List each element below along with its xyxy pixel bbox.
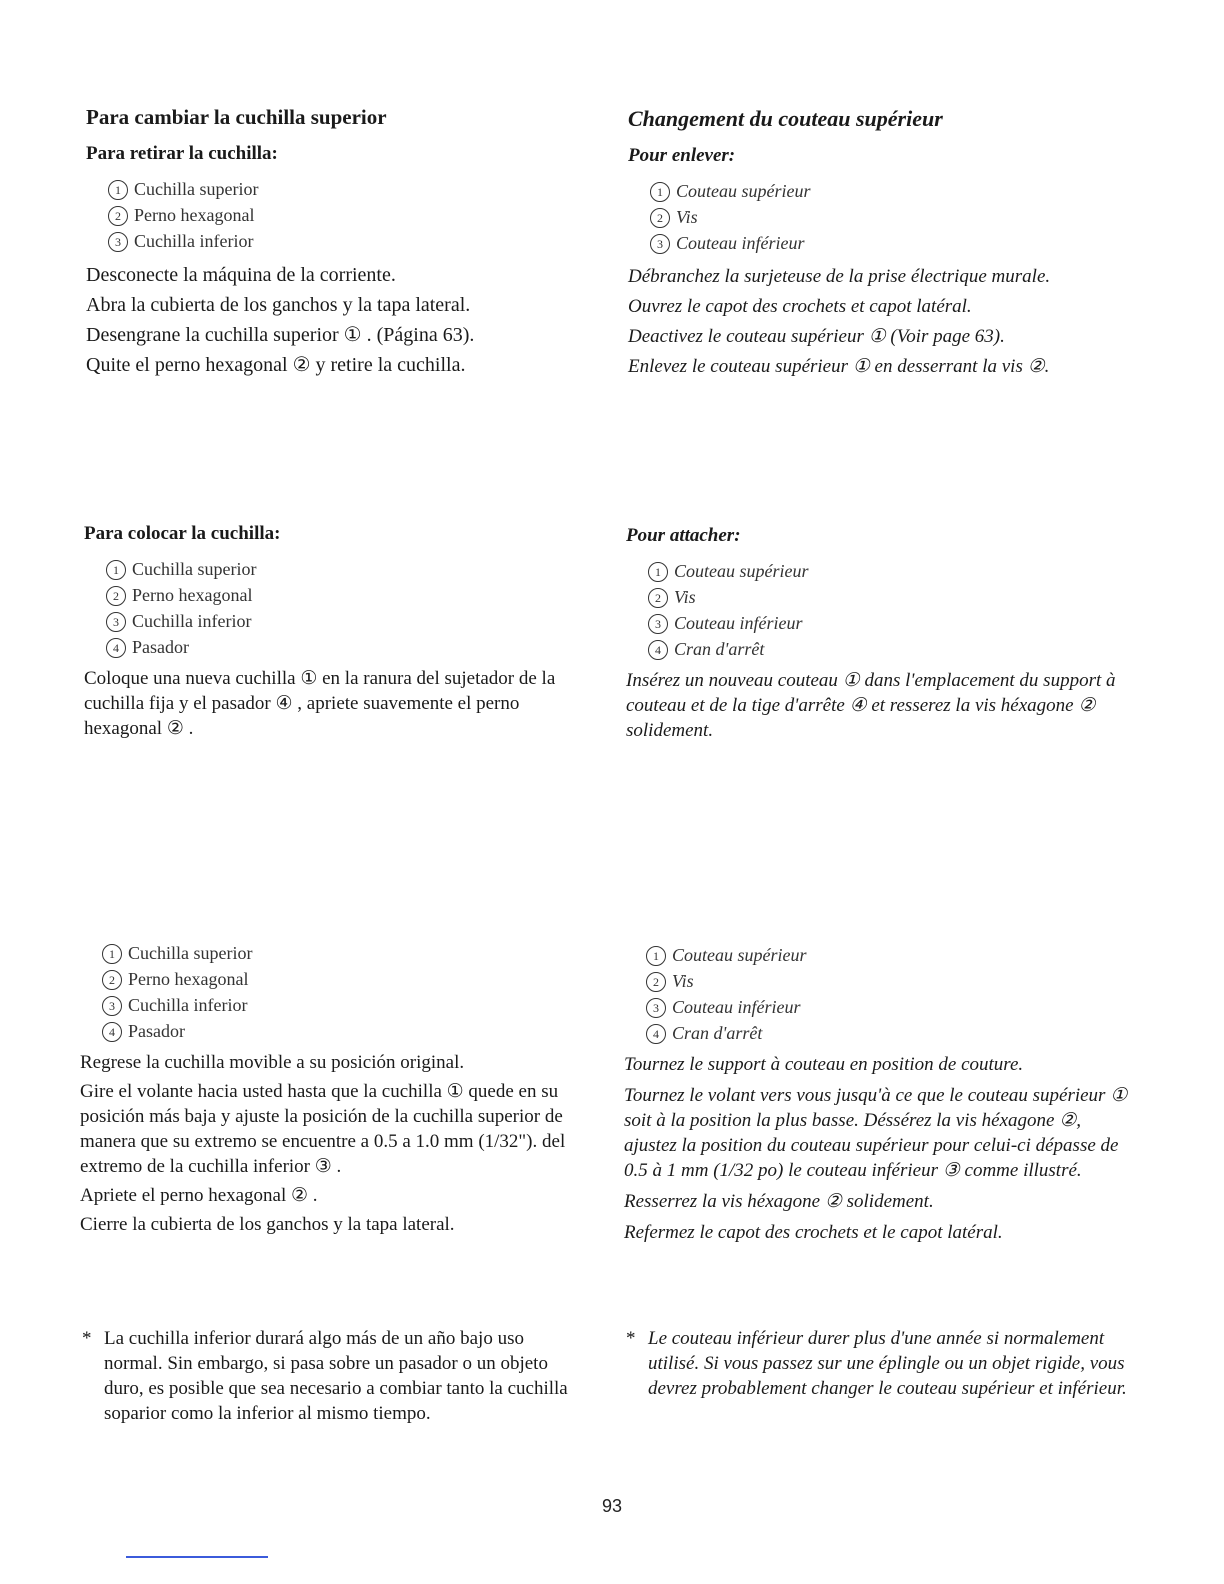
part-number-badge: 2 [108,206,128,226]
part-number-badge: 3 [106,612,126,632]
list-item [646,1020,1144,1046]
es-remove-step: Quite el perno hexagonal ② y retire la cuchilla. [86,354,466,376]
part-number-badge: 4 [102,1022,122,1042]
fr-remove-step: Enlevez le couteau supérieur ① en desserrant la vis ②. [628,356,1050,377]
es-note [82,1326,584,1426]
part-label: Vis [674,587,696,607]
es-remove-section [86,104,606,380]
list-item [648,558,1146,584]
fr-remove-heading: Pour enlever: [628,145,736,166]
fr-adjust-step: Resserrez la vis héxagone ② solidement. [624,1191,934,1212]
es-note-section [82,1326,602,1426]
part-label: Couteau inférieur [676,233,805,253]
part-number-badge: 3 [646,998,666,1018]
list-item [102,992,600,1018]
part-label: Couteau supérieur [676,181,811,201]
fr-adjust-step: Tournez le support à couteau en position de couture. [624,1054,1024,1075]
part-label: Couteau supérieur [674,561,809,581]
part-label: Cuchilla superior [128,943,253,963]
part-number-badge: 4 [106,638,126,658]
part-label: Cuchilla inferior [132,611,252,631]
fr-remove-step: Débranchez la surjeteuse de la prise électrique murale. [628,266,1051,287]
part-label: Cuchilla superior [134,179,259,199]
part-label: Couteau inférieur [674,613,803,633]
list-item [650,178,1148,204]
spanish-column [80,0,606,1500]
list-item [646,994,1144,1020]
part-label: Cuchilla superior [132,559,257,579]
french-column [624,0,1148,1500]
part-label: Perno hexagonal [128,969,249,989]
list-item [102,966,600,992]
part-number-badge: 3 [108,232,128,252]
list-item [106,582,604,608]
asterisk-icon: * [626,1328,636,1349]
part-number-badge: 1 [650,182,670,202]
es-adjust-step: Cierre la cubierta de los ganchos y la tapa lateral. [80,1214,455,1235]
fr-attach-parts [626,558,1146,662]
part-label: Couteau supérieur [672,945,807,965]
list-item [108,176,606,202]
fr-note-text: Le couteau inférieur durer plus d'une année si normalement utilisé. Si vous passez sur une éplingle ou un objet rigide, vous devrez probablement changer le couteau supérieur et inférieur. [648,1328,1127,1399]
list-item [650,204,1148,230]
part-number-badge: 1 [106,560,126,580]
page-number: 93 [601,1496,623,1516]
footer-rule [126,1556,268,1558]
fr-adjust-step: Refermez le capot des crochets et le capot latéral. [624,1222,1003,1243]
fr-attach-heading: Pour attacher: [626,525,741,546]
part-label: Perno hexagonal [132,585,253,605]
fr-attach-text: Insérez un nouveau couteau ① dans l'emplacement du support à couteau et de la tige d'arrête ④ et resserez la vis héxagone ② solidement. [626,670,1116,741]
es-adjust-step: Gire el volante hacia usted hasta que la cuchilla ① quede en su posición más baja y ajuste la posición de la cuchilla superior de manera que su extremo se encuentre a 0.5 a 1.0 mm (1/32"). del extremo de la cuchilla inferior ③ . [80,1081,566,1177]
list-item [646,968,1144,994]
fr-title: Changement du couteau supérieur [628,106,943,131]
part-label: Vis [672,971,694,991]
fr-remove-section [628,106,1148,382]
list-item [106,556,604,582]
part-label: Pasador [132,637,189,657]
fr-adjust-section [624,942,1144,1245]
es-adjust-parts [80,940,600,1044]
part-label: Cran d'arrêt [672,1023,763,1043]
part-label: Perno hexagonal [134,205,255,225]
fr-remove-parts [628,178,1148,256]
es-adjust-step: Regrese la cuchilla movible a su posición original. [80,1052,465,1073]
list-item [648,610,1146,636]
part-number-badge: 1 [102,944,122,964]
part-label: Cuchilla inferior [128,995,248,1015]
part-number-badge: 3 [648,614,668,634]
es-title: Para cambiar la cuchilla superior [86,105,387,129]
es-adjust-section [80,940,600,1237]
part-number-badge: 2 [646,972,666,992]
part-number-badge: 1 [108,180,128,200]
fr-note-section [626,1326,1146,1401]
es-attach-section [84,522,604,741]
list-item [102,940,600,966]
fr-attach-section [626,524,1146,743]
part-number-badge: 3 [102,996,122,1016]
es-remove-heading: Para retirar la cuchilla: [86,143,278,164]
part-number-badge: 4 [646,1024,666,1044]
es-adjust-step: Apriete el perno hexagonal ② . [80,1185,318,1206]
fr-adjust-parts [624,942,1144,1046]
fr-adjust-step: Tournez le volant vers vous jusqu'à ce que le couteau supérieur ① soit à la position la plus basse. Déssérez la vis héxagone ②, ajustez la position du couteau supérieur pour celui-ci dépasse de 0.5 à 1 mm (1/32 po) le couteau inférieur ③ comme illustré. [624,1085,1128,1181]
part-label: Pasador [128,1021,185,1041]
part-number-badge: 3 [650,234,670,254]
list-item [102,1018,600,1044]
list-item [106,634,604,660]
part-number-badge: 2 [648,588,668,608]
es-attach-heading: Para colocar la cuchilla: [84,523,281,544]
part-number-badge: 4 [648,640,668,660]
list-item [646,942,1144,968]
list-item [648,584,1146,610]
list-item [108,202,606,228]
es-remove-parts [86,176,606,254]
asterisk-icon: * [82,1328,92,1349]
list-item [648,636,1146,662]
list-item [106,608,604,634]
fr-remove-step: Ouvrez le capot des crochets et capot latéral. [628,296,972,317]
es-remove-step: Desconecte la máquina de la corriente. [86,264,396,286]
part-label: Vis [676,207,698,227]
list-item [650,230,1148,256]
part-label: Couteau inférieur [672,997,801,1017]
list-item [108,228,606,254]
part-number-badge: 1 [648,562,668,582]
fr-remove-step: Deactivez le couteau supérieur ① (Voir page 63). [628,326,1005,347]
part-label: Cuchilla inferior [134,231,254,251]
es-note-text: La cuchilla inferior durará algo más de un año bajo uso normal. Sin embargo, si pasa sobre un pasador o un objeto duro, es posible que sea necesario a combiar tanto la cuchilla soparior como la inferior al mismo tiempo. [104,1328,568,1424]
es-attach-text: Coloque una nueva cuchilla ① en la ranura del sujetador de la cuchilla fija y el pasador ④ , apriete suavemente el perno hexagonal ② . [84,668,556,739]
part-number-badge: 2 [650,208,670,228]
es-attach-parts [84,556,604,660]
part-number-badge: 1 [646,946,666,966]
part-label: Cran d'arrêt [674,639,765,659]
part-number-badge: 2 [102,970,122,990]
es-remove-step: Abra la cubierta de los ganchos y la tapa lateral. [86,294,471,316]
part-number-badge: 2 [106,586,126,606]
es-remove-step: Desengrane la cuchilla superior ① . (Página 63). [86,324,475,346]
fr-note [626,1326,1138,1401]
